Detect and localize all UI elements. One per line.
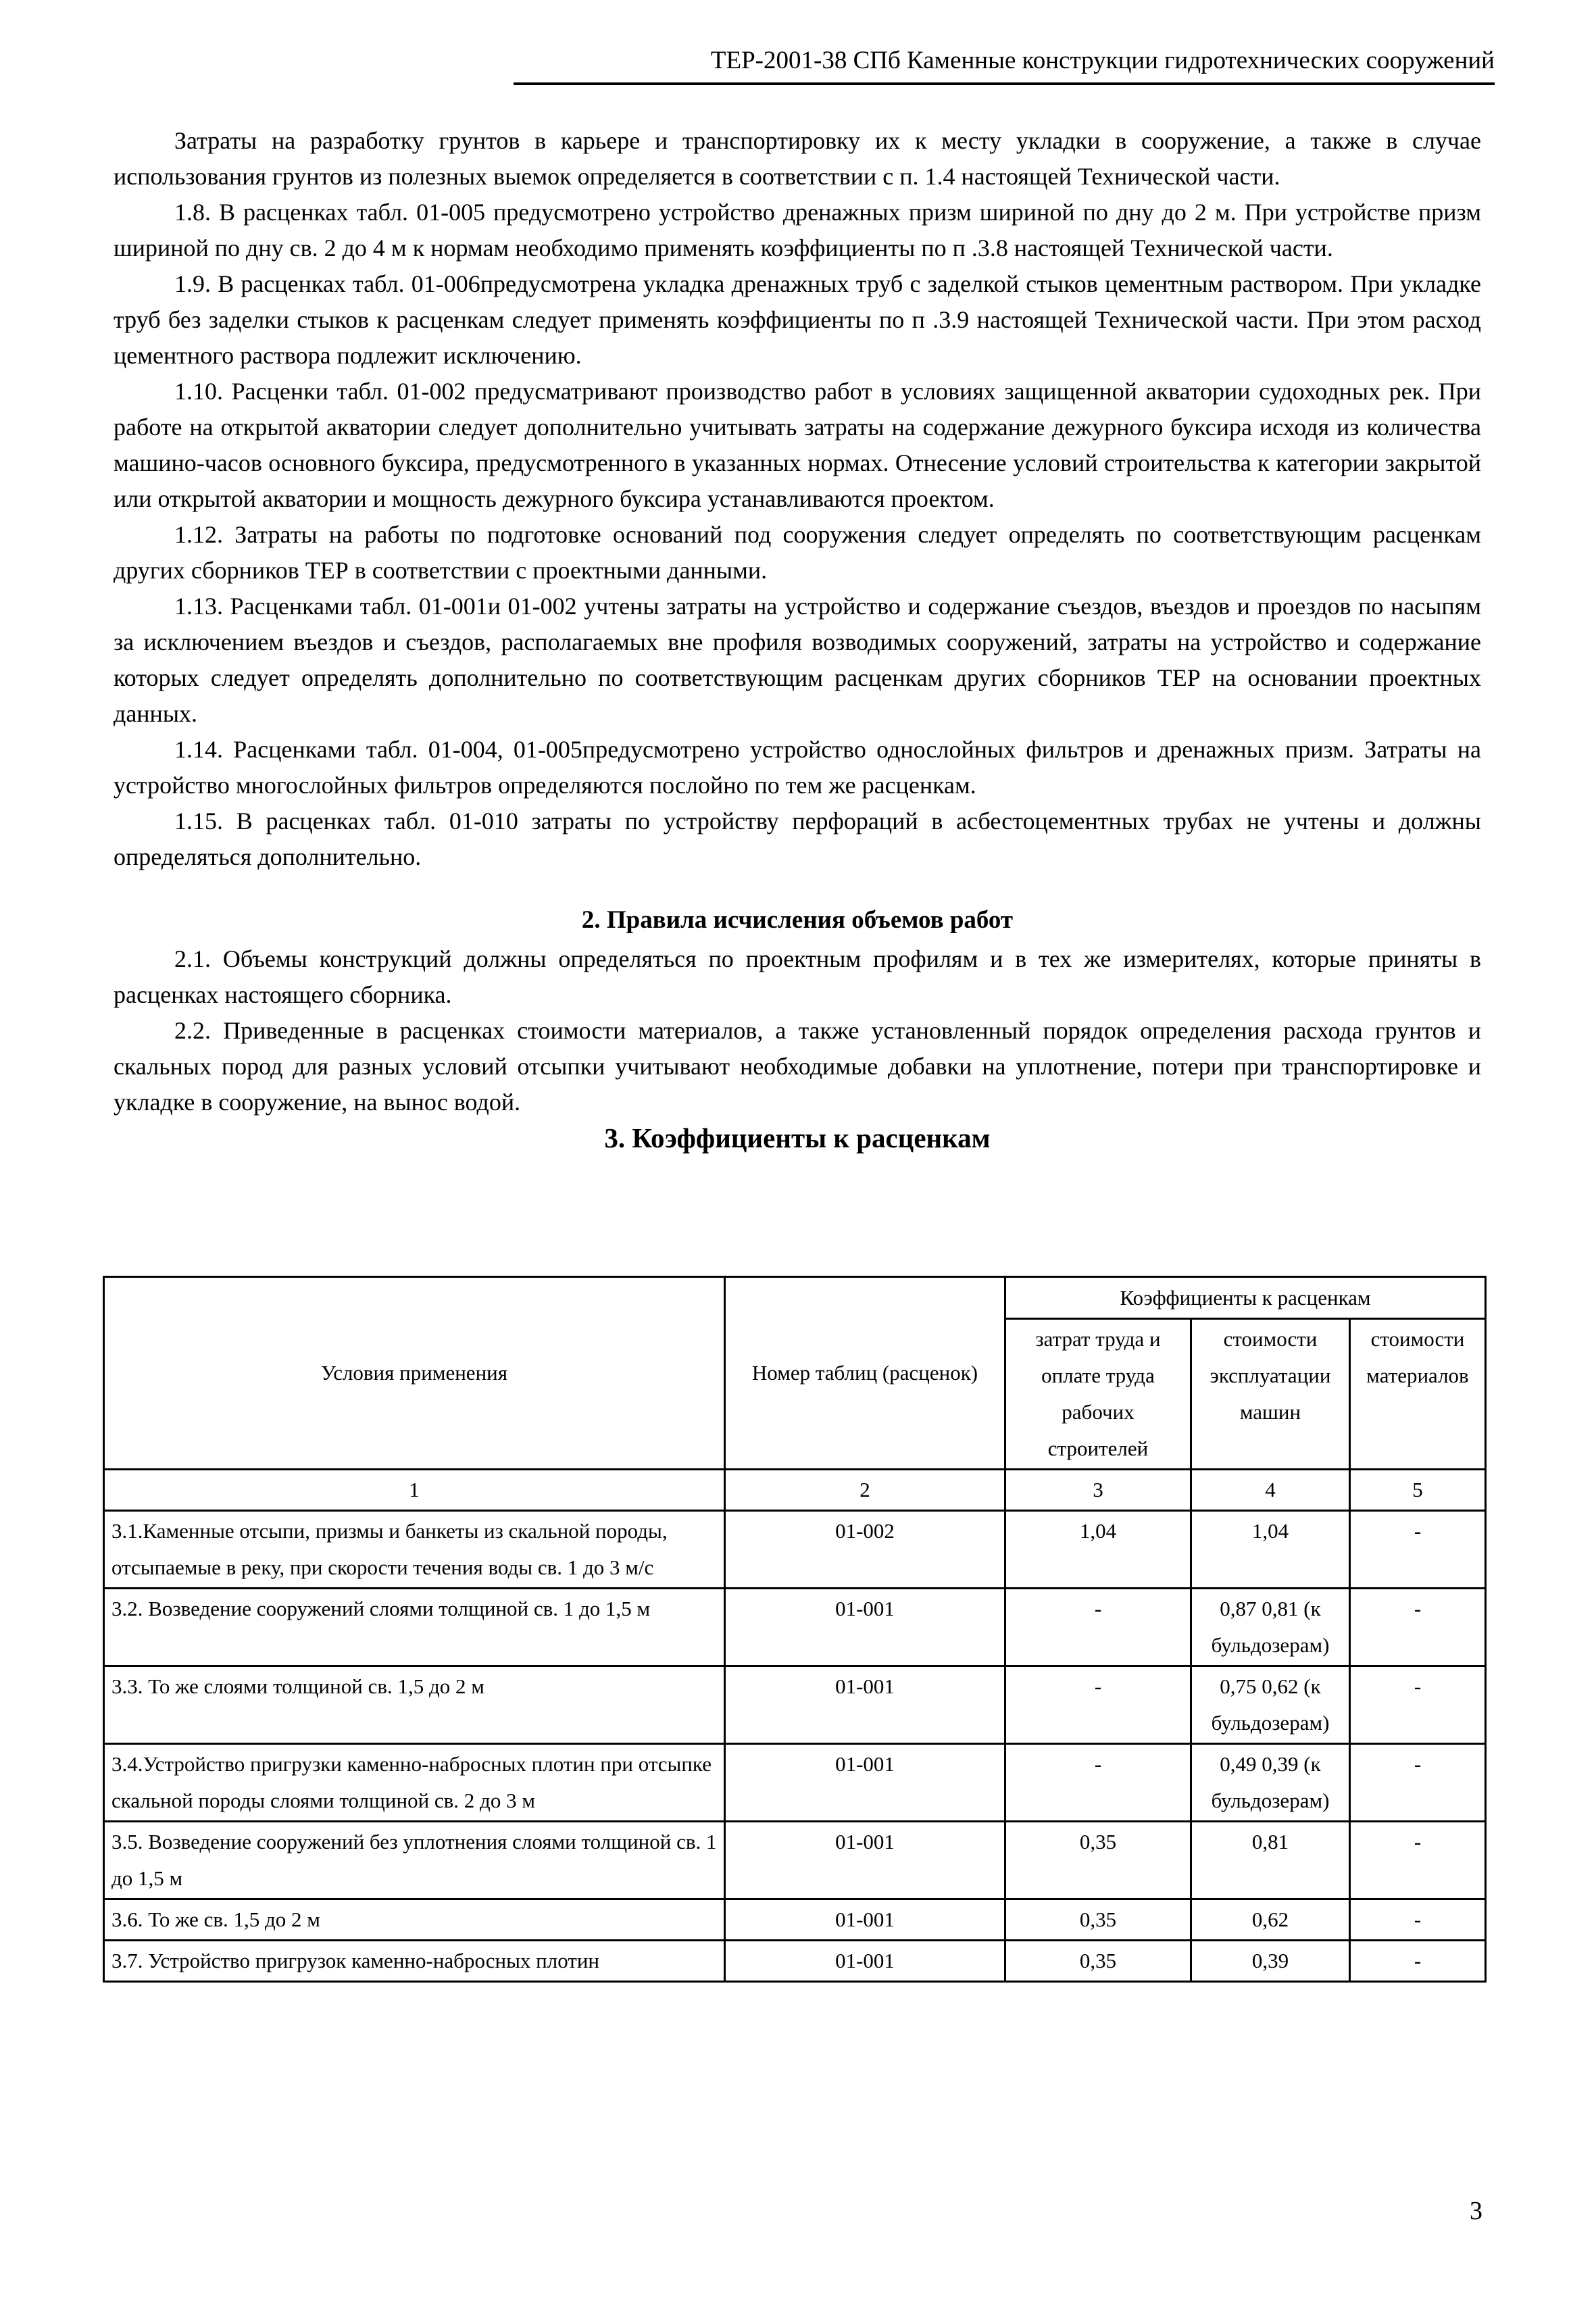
column-number: 2 (725, 1470, 1005, 1511)
column-number: 1 (104, 1470, 725, 1511)
labor-coef-cell: - (1005, 1744, 1191, 1822)
table-row (104, 1666, 1486, 1744)
column-number: 5 (1350, 1470, 1486, 1511)
table-number-cell: 01-001 (725, 1666, 1005, 1744)
header-conditions: Условия применения (104, 1277, 725, 1470)
labor-coef-cell: - (1005, 1666, 1191, 1744)
machines-coef-cell: 0,87 0,81 (к бульдозерам) (1191, 1589, 1350, 1666)
materials-coef-cell: - (1350, 1589, 1486, 1666)
condition-cell: 3.3. То же слоями толщиной св. 1,5 до 2 м (104, 1666, 725, 1744)
paragraph: 1.12. Затраты на работы по подготовке оснований под сооружения следует определять по соответствующим расценкам других сборников ТЕР в соответствии с проектными данными. (114, 521, 1481, 584)
table-number-cell: 01-002 (725, 1511, 1005, 1589)
condition-cell: 3.7. Устройство пригрузок каменно-набросных плотин (104, 1941, 725, 1982)
paragraph: 1.9. В расценках табл. 01-006предусмотрена укладка дренажных труб с заделкой стыков цементным раствором. При укладке труб без заделки стыков к расценкам следует применять коэффициенты по п .3.9 настоящей Технической части. При этом расход цементного раствора подлежит исключению. (114, 270, 1481, 369)
condition-cell: 3.1.Каменные отсыпи, призмы и банкеты из скальной породы, отсыпаемые в реку, при скорости течения воды св. 1 до 3 м/с (104, 1511, 725, 1589)
header-materials: стоимости материалов (1350, 1319, 1486, 1470)
paragraph: 1.13. Расценками табл. 01-001и 01-002 учтены затраты на устройство и содержание съездов, въездов и проездов по насыпям за исключением въездов и съездов, располагаемых вне профиля возводимых сооружений, затраты на устройство и содержание которых следует определять дополнительно по соответствующим расценкам других сборников ТЕР на основании проектных данных. (114, 593, 1481, 727)
materials-coef-cell: - (1350, 1941, 1486, 1982)
column-number: 3 (1005, 1470, 1191, 1511)
condition-cell: 3.2. Возведение сооружений слоями толщиной св. 1 до 1,5 м (104, 1589, 725, 1666)
paragraph: 2.2. Приведенные в расценках стоимости материалов, а также установленный порядок определения расхода грунтов и скальных пород для разных условий отсыпки учитывают необходимые добавки на уплотнение, потери при транспортировке и укладке в сооружение, на вынос водой. (114, 1017, 1481, 1116)
labor-coef-cell: 1,04 (1005, 1511, 1191, 1589)
table-number-cell: 01-001 (725, 1941, 1005, 1982)
condition-cell: 3.4.Устройство пригрузки каменно-набросных плотин при отсыпке скальной породы слоями толщиной св. 2 до 3 м (104, 1744, 725, 1822)
labor-coef-cell: - (1005, 1589, 1191, 1666)
condition-cell: 3.6. То же св. 1,5 до 2 м (104, 1899, 725, 1941)
materials-coef-cell: - (1350, 1899, 1486, 1941)
coefficients-table (103, 1276, 1487, 1983)
machines-coef-cell: 0,81 (1191, 1822, 1350, 1899)
page-number: 3 (1470, 2197, 1482, 2225)
table-row (104, 1511, 1486, 1589)
materials-coef-cell: - (1350, 1822, 1486, 1899)
running-header: ТЕР-2001-38 СПб Каменные конструкции гидротехнических сооружений (514, 41, 1495, 85)
materials-coef-cell: - (1350, 1744, 1486, 1822)
paragraph: 2.1. Объемы конструкций должны определяться по проектным профилям и в тех же измерителях, которые приняты в расценках настоящего сборника. (114, 945, 1481, 1008)
labor-coef-cell: 0,35 (1005, 1899, 1191, 1941)
paragraph: 1.14. Расценками табл. 01-004, 01-005предусмотрено устройство однослойных фильтров и дренажных призм. Затраты на устройство многослойных фильтров определяются послойно по тем же расценкам. (114, 736, 1481, 799)
machines-coef-cell: 0,49 0,39 (к бульдозерам) (1191, 1744, 1350, 1822)
machines-coef-cell: 0,62 (1191, 1899, 1350, 1941)
table-number-cell: 01-001 (725, 1899, 1005, 1941)
header-table-number: Номер таблиц (расценок) (725, 1277, 1005, 1470)
table-row (104, 1941, 1486, 1982)
labor-coef-cell: 0,35 (1005, 1822, 1191, 1899)
header-coefficients: Коэффициенты к расценкам (1005, 1277, 1486, 1319)
column-number: 4 (1191, 1470, 1350, 1511)
machines-coef-cell: 0,75 0,62 (к бульдозерам) (1191, 1666, 1350, 1744)
table-number-cell: 01-001 (725, 1744, 1005, 1822)
table-row (104, 1589, 1486, 1666)
header-machines: стоимости эксплуатации машин (1191, 1319, 1350, 1470)
materials-coef-cell: - (1350, 1511, 1486, 1589)
table-row (104, 1822, 1486, 1899)
machines-coef-cell: 1,04 (1191, 1511, 1350, 1589)
table-row (104, 1899, 1486, 1941)
paragraph: 1.8. В расценках табл. 01-005 предусмотрено устройство дренажных призм шириной по дну до 2 м. При устройстве призм шириной по дну св. 2 до 4 м к нормам необходимо применять коэффициенты по п .3.8 настоящей Технической части. (114, 199, 1481, 262)
table-number-cell: 01-001 (725, 1822, 1005, 1899)
condition-cell: 3.5. Возведение сооружений без уплотнения слоями толщиной св. 1 до 1,5 м (104, 1822, 725, 1899)
table-row (104, 1744, 1486, 1822)
section-2-heading: 2. Правила исчисления объемов работ (581, 906, 1014, 934)
column-numbers-row (104, 1470, 1486, 1511)
paragraph: 1.10. Расценки табл. 01-002 предусматривают производство работ в условиях защищенной акватории судоходных рек. При работе на открытой акватории следует дополнительно учитывать затраты на содержание дежурного буксира исходя из количества машино-часов основного буксира, предусмотренного в указанных нормах. Отнесение условий строительства к категории закрытой или открытой акватории и мощность дежурного буксира устанавливаются проектом. (114, 378, 1481, 512)
machines-coef-cell: 0,39 (1191, 1941, 1350, 1982)
paragraph: 1.15. В расценках табл. 01-010 затраты по устройству перфораций в асбестоцементных трубах не учтены и должны определяться дополнительно. (114, 807, 1481, 870)
table-number-cell: 01-001 (725, 1589, 1005, 1666)
paragraph: Затраты на разработку грунтов в карьере и транспортировку их к месту укладки в сооружение, а также в случае использования грунтов из полезных выемок определяется в соответствии с п. 1.4 настоящей Технической части. (114, 127, 1481, 190)
section-3-heading: 3. Коэффициенты к расценкам (604, 1122, 991, 1153)
labor-coef-cell: 0,35 (1005, 1941, 1191, 1982)
materials-coef-cell: - (1350, 1666, 1486, 1744)
document-body (114, 123, 1481, 1155)
header-labor: затрат труда и оплате труда рабочих строителей (1005, 1319, 1191, 1470)
